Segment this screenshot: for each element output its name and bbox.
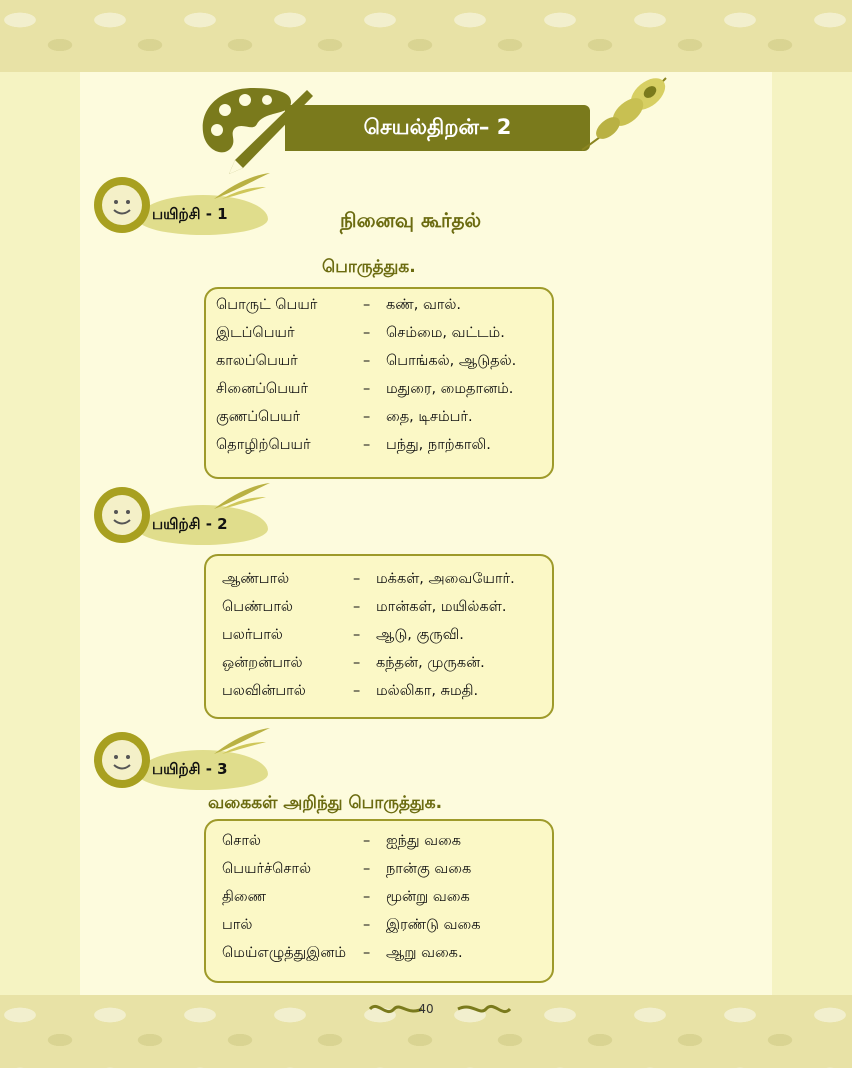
table-row bbox=[206, 655, 552, 681]
section-title: செயல்திறன்– 2 bbox=[363, 114, 512, 139]
table-row bbox=[206, 353, 552, 379]
table-row bbox=[206, 571, 552, 597]
exercise-1-badge bbox=[92, 175, 272, 243]
row-term: சினைப்பெயர் bbox=[216, 381, 309, 397]
row-term: காலப்பெயர் bbox=[216, 353, 298, 369]
row-match: நான்கு வகை bbox=[386, 861, 472, 877]
row-dash: – bbox=[363, 945, 371, 961]
right-margin bbox=[772, 72, 852, 995]
table-row bbox=[206, 297, 552, 323]
row-match: மல்லிகா, சுமதி. bbox=[376, 683, 479, 699]
exercise-2-badge bbox=[92, 485, 272, 553]
row-match: பொங்கல், ஆடுதல். bbox=[386, 353, 517, 369]
row-match: இரண்டு வகை bbox=[386, 917, 481, 933]
row-dash: – bbox=[363, 353, 371, 369]
left-margin bbox=[0, 72, 80, 995]
row-dash: – bbox=[363, 917, 371, 933]
table-row bbox=[206, 599, 552, 625]
row-match: ஆடு, குருவி. bbox=[376, 627, 464, 643]
page-number: 40 bbox=[418, 1002, 434, 1016]
row-match: செம்மை, வட்டம். bbox=[386, 325, 505, 341]
section-title-banner bbox=[285, 105, 590, 151]
table-row bbox=[206, 381, 552, 407]
row-match: மக்கள், அவையோர். bbox=[376, 571, 515, 587]
row-match: பந்து, நாற்காலி. bbox=[386, 437, 491, 453]
table-row bbox=[206, 945, 552, 971]
exercise-1-label: பயிற்சி - 1 bbox=[152, 205, 228, 223]
row-match: ஐந்து வகை bbox=[386, 833, 461, 849]
row-term: குணப்பெயர் bbox=[216, 409, 301, 425]
row-dash: – bbox=[363, 297, 371, 313]
exercise-2-label: பயிற்சி - 2 bbox=[152, 515, 228, 533]
row-match: ஆறு வகை. bbox=[386, 945, 463, 961]
row-dash: – bbox=[363, 409, 371, 425]
smiling-sun-icon bbox=[92, 175, 152, 235]
smiling-sun-icon bbox=[92, 485, 152, 545]
exercise-1-title: நினைவு கூர்தல் bbox=[340, 208, 482, 232]
row-term: தொழிற்பெயர் bbox=[216, 437, 311, 453]
row-term: ஒன்றன்பால் bbox=[222, 655, 303, 671]
row-match: தை, டிசம்பர். bbox=[386, 409, 473, 425]
exercise-3-table bbox=[204, 819, 554, 983]
row-dash: – bbox=[363, 437, 371, 453]
peacock-feather-icon bbox=[578, 72, 670, 152]
table-row bbox=[206, 861, 552, 887]
footer-ornament-right-icon bbox=[456, 1000, 512, 1018]
exercise-2-table bbox=[204, 554, 554, 719]
row-term: பெண்பால் bbox=[222, 599, 293, 615]
table-row bbox=[206, 833, 552, 859]
row-dash: – bbox=[363, 861, 371, 877]
row-term: பால் bbox=[222, 917, 253, 933]
row-dash: – bbox=[363, 889, 371, 905]
table-row bbox=[206, 409, 552, 435]
exercise-3-instruction: வகைகள் அறிந்து பொருத்துக. bbox=[208, 793, 443, 813]
row-dash: – bbox=[353, 599, 361, 615]
grass-icon bbox=[212, 475, 272, 511]
row-term: பலவின்பால் bbox=[222, 683, 306, 699]
row-term: இடப்பெயர் bbox=[216, 325, 295, 341]
row-term: ஆண்பால் bbox=[222, 571, 290, 587]
table-row bbox=[206, 627, 552, 653]
row-match: கந்தன், முருகன். bbox=[376, 655, 485, 671]
row-dash: – bbox=[353, 683, 361, 699]
row-dash: – bbox=[353, 655, 361, 671]
grass-icon bbox=[212, 720, 272, 756]
exercise-1-table bbox=[204, 287, 554, 479]
table-row bbox=[206, 437, 552, 463]
row-term: சொல் bbox=[222, 833, 261, 849]
row-dash: – bbox=[353, 571, 361, 587]
row-term: பொருட் பெயர் bbox=[216, 297, 318, 313]
row-term: பெயர்ச்சொல் bbox=[222, 861, 312, 877]
row-dash: – bbox=[353, 627, 361, 643]
exercise-3-badge bbox=[92, 730, 272, 798]
row-term: திணை bbox=[222, 889, 267, 905]
top-decorative-band bbox=[0, 0, 852, 72]
row-match: கண், வால். bbox=[386, 297, 462, 313]
grass-icon bbox=[212, 165, 272, 201]
row-dash: – bbox=[363, 325, 371, 341]
exercise-3-label: பயிற்சி - 3 bbox=[152, 760, 228, 778]
table-row bbox=[206, 917, 552, 943]
row-dash: – bbox=[363, 381, 371, 397]
table-row bbox=[206, 325, 552, 351]
row-match: மதுரை, மைதானம். bbox=[386, 381, 514, 397]
row-term: பலர்பால் bbox=[222, 627, 283, 643]
smiling-sun-icon bbox=[92, 730, 152, 790]
row-dash: – bbox=[363, 833, 371, 849]
table-row bbox=[206, 889, 552, 915]
table-row bbox=[206, 683, 552, 709]
exercise-1-instruction: பொருத்துக. bbox=[322, 257, 416, 277]
row-term: மெய்எழுத்துஇனம் bbox=[222, 945, 347, 961]
row-match: மூன்று வகை bbox=[386, 889, 470, 905]
row-match: மான்கள், மயில்கள். bbox=[376, 599, 507, 615]
